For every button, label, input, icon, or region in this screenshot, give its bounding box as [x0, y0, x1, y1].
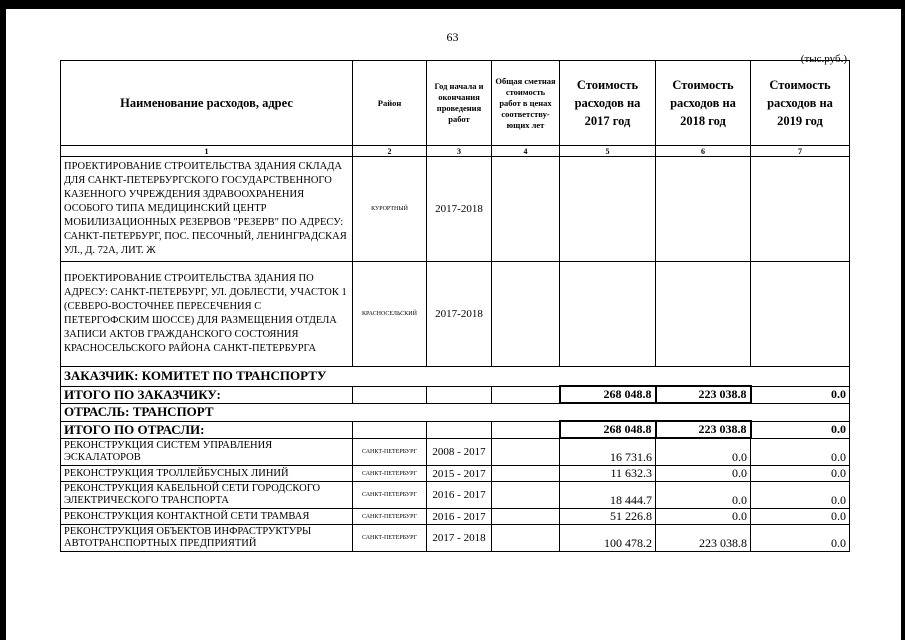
scan-border-top — [0, 0, 905, 9]
column-number: 1 — [61, 146, 353, 157]
header-years: Год начала и окончания проведения работ — [427, 61, 492, 146]
item-cost-2018: 0.0 — [656, 482, 751, 509]
header-name: Наименование расходов, адрес — [61, 61, 353, 146]
item-row — [61, 509, 850, 525]
industry-title: ОТРАСЛЬ: ТРАНСПОРТ — [61, 403, 850, 421]
customer-total-label: ИТОГО ПО ЗАКАЗЧИКУ: — [61, 386, 353, 403]
column-number: 5 — [560, 146, 656, 157]
customer-row — [61, 367, 850, 387]
project-years: 2017-2018 — [427, 262, 492, 367]
item-years: 2008 - 2017 — [427, 438, 492, 466]
industry-total-2017: 268 048.8 — [560, 421, 656, 438]
column-number: 6 — [656, 146, 751, 157]
page-number: 63 — [446, 30, 459, 44]
project-cost-2019 — [751, 262, 850, 367]
item-district: САНКТ-ПЕТЕРБУРГ — [353, 466, 427, 482]
item-name: РЕКОНСТРУКЦИЯ КАБЕЛЬНОЙ СЕТИ ГОРОДСКОГО ЭЛЕКТРИЧЕСКОГО ТРАНСПОРТА — [61, 482, 353, 509]
project-cost-2017 — [560, 262, 656, 367]
item-years: 2017 - 2018 — [427, 525, 492, 552]
item-name: РЕКОНСТРУКЦИЯ КОНТАКТНОЙ СЕТИ ТРАМВАЯ — [61, 509, 353, 525]
item-total — [492, 525, 560, 552]
industry-row — [61, 403, 850, 421]
item-row — [61, 466, 850, 482]
item-cost-2017: 11 632.3 — [560, 466, 656, 482]
item-total — [492, 509, 560, 525]
item-cost-2018: 223 038.8 — [656, 525, 751, 552]
item-total — [492, 438, 560, 466]
column-number: 2 — [353, 146, 427, 157]
item-district: САНКТ-ПЕТЕРБУРГ — [353, 509, 427, 525]
item-cost-2018: 0.0 — [656, 466, 751, 482]
project-cost-2019 — [751, 157, 850, 262]
item-cost-2017: 16 731.6 — [560, 438, 656, 466]
project-cost-2017 — [560, 157, 656, 262]
project-name: ПРОЕКТИРОВАНИЕ СТРОИТЕЛЬСТВА ЗДАНИЯ СКЛАДА ДЛЯ САНКТ-ПЕТЕРБУРГСКОГО ГОСУДАРСТВЕННОГО КАЗЕННОГО УЧРЕЖДЕНИЯ ЗДРАВООХРАНЕНИЯ ОСОБОГО ТИПА МЕДИЦИНСКИЙ ЦЕНТР МОБИЛИЗАЦИОННЫХ РЕЗЕРВОВ "РЕЗЕРВ" ПО АДРЕСУ: САНКТ-ПЕТЕРБУРГ, ПОС. ПЕСОЧНЫЙ, ЛЕНИНГРАДСКАЯ УЛ., Д. 72А, ЛИТ. Ж — [61, 157, 353, 262]
scan-border-left — [0, 0, 6, 640]
project-row — [61, 262, 850, 367]
customer-total-2018: 223 038.8 — [656, 386, 751, 403]
item-cost-2017: 18 444.7 — [560, 482, 656, 509]
units-label: (тыс.руб.) — [800, 53, 847, 65]
project-cost-2018 — [656, 262, 751, 367]
item-cost-2019: 0.0 — [751, 482, 850, 509]
item-row — [61, 482, 850, 509]
industry-total-2018: 223 038.8 — [656, 421, 751, 438]
item-cost-2019: 0.0 — [751, 466, 850, 482]
project-years: 2017-2018 — [427, 157, 492, 262]
item-district: САНКТ-ПЕТЕРБУРГ — [353, 438, 427, 466]
item-district: САНКТ-ПЕТЕРБУРГ — [353, 525, 427, 552]
item-years: 2016 - 2017 — [427, 482, 492, 509]
expenses-table — [60, 60, 850, 552]
item-cost-2018: 0.0 — [656, 509, 751, 525]
customer-total-2019: 0.0 — [751, 386, 850, 403]
project-district: КУРОРТНЫЙ — [353, 157, 427, 262]
customer-total-row — [61, 386, 850, 403]
header-cost-2017: Стоимость расходов на 2017 год — [560, 61, 656, 146]
item-row — [61, 438, 850, 466]
header-cost-2019: Стоимость расходов на 2019 год — [751, 61, 850, 146]
item-years: 2016 - 2017 — [427, 509, 492, 525]
column-number: 4 — [492, 146, 560, 157]
item-row — [61, 525, 850, 552]
item-cost-2019: 0.0 — [751, 525, 850, 552]
industry-total-2019: 0.0 — [751, 421, 850, 438]
item-cost-2019: 0.0 — [751, 509, 850, 525]
item-cost-2017: 51 226.8 — [560, 509, 656, 525]
item-years: 2015 - 2017 — [427, 466, 492, 482]
column-number: 7 — [751, 146, 850, 157]
column-number: 3 — [427, 146, 492, 157]
header-row — [61, 61, 850, 146]
project-total — [492, 262, 560, 367]
header-district: Район — [353, 61, 427, 146]
item-total — [492, 466, 560, 482]
item-total — [492, 482, 560, 509]
item-district: САНКТ-ПЕТЕРБУРГ — [353, 482, 427, 509]
header-total-cost: Общая сметная стоимость работ в ценах соответству-ющих лет — [492, 61, 560, 146]
industry-total-row — [61, 421, 850, 438]
project-total — [492, 157, 560, 262]
column-number-row — [61, 146, 850, 157]
project-district: КРАСНОСЕЛЬСКИЙ — [353, 262, 427, 367]
project-row — [61, 157, 850, 262]
header-cost-2018: Стоимость расходов на 2018 год — [656, 61, 751, 146]
project-cost-2018 — [656, 157, 751, 262]
item-cost-2019: 0.0 — [751, 438, 850, 466]
item-cost-2017: 100 478.2 — [560, 525, 656, 552]
item-name: РЕКОНСТРУКЦИЯ СИСТЕМ УПРАВЛЕНИЯ ЭСКАЛАТОРОВ — [61, 438, 353, 466]
item-name: РЕКОНСТРУКЦИЯ ТРОЛЛЕЙБУСНЫХ ЛИНИЙ — [61, 466, 353, 482]
customer-title: ЗАКАЗЧИК: КОМИТЕТ ПО ТРАНСПОРТУ — [61, 367, 850, 387]
industry-total-label: ИТОГО ПО ОТРАСЛИ: — [61, 421, 353, 438]
customer-total-2017: 268 048.8 — [560, 386, 656, 403]
item-name: РЕКОНСТРУКЦИЯ ОБЪЕКТОВ ИНФРАСТРУКТУРЫ АВТОТРАНСПОРТНЫХ ПРЕДПРИЯТИЙ — [61, 525, 353, 552]
project-name: ПРОЕКТИРОВАНИЕ СТРОИТЕЛЬСТВА ЗДАНИЯ ПО АДРЕСУ: САНКТ-ПЕТЕРБУРГ, УЛ. ДОБЛЕСТИ, УЧАСТОК 1 (СЕВЕРО-ВОСТОЧНЕЕ ПЕРЕСЕЧЕНИЯ С ПЕТЕРГОФСКИМ ШОССЕ) ДЛЯ РАЗМЕЩЕНИЯ ОТДЕЛА ЗАПИСИ АКТОВ ГРАЖДАНСКОГО СОСТОЯНИЯ КРАСНОСЕЛЬСКОГО РАЙОНА САНКТ-ПЕТЕРБУРГА — [61, 262, 353, 367]
item-cost-2018: 0.0 — [656, 438, 751, 466]
scan-border-right — [901, 0, 905, 640]
